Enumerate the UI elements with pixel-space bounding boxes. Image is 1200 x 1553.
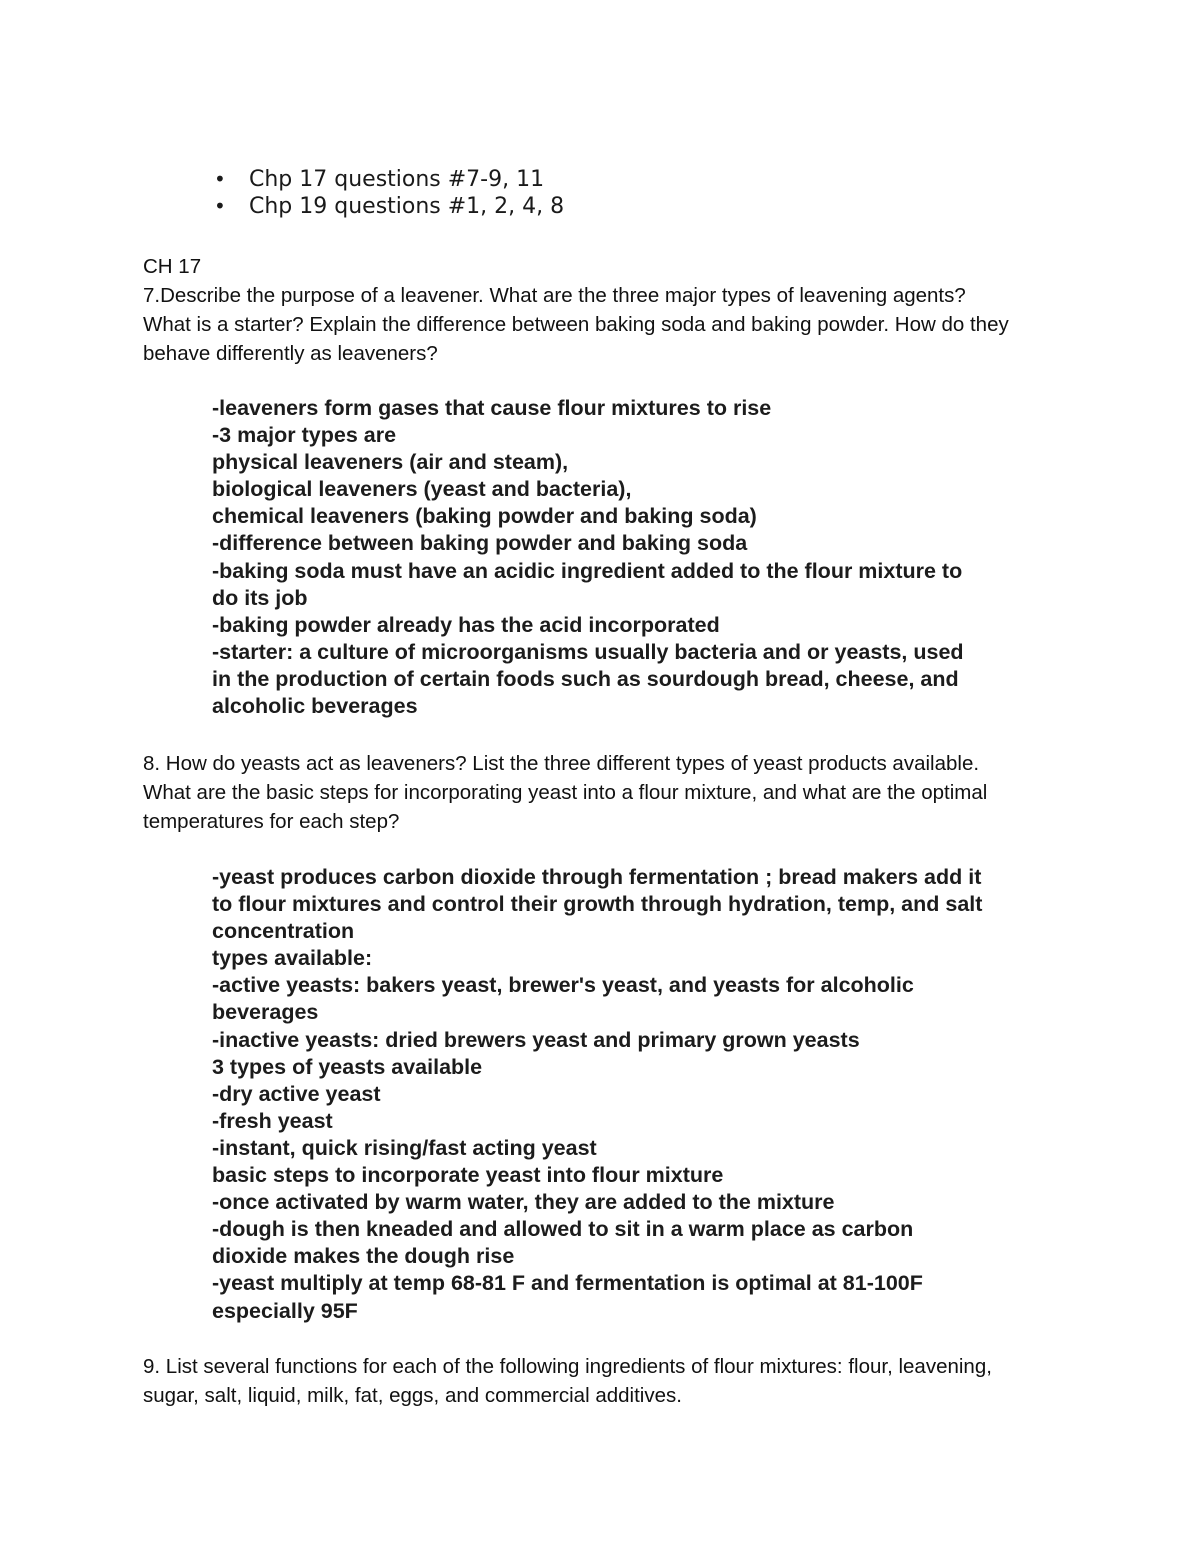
answer-line: alcoholic beverages [212, 694, 418, 719]
answer-line: types available: [212, 946, 373, 971]
assignment-item: • Chp 17 questions #7-9, 11 [214, 166, 564, 193]
answer-line: 3 types of yeasts available [212, 1054, 483, 1079]
answer-line: -inactive yeasts: dried brewers yeast and primary grown yeasts [212, 1027, 860, 1052]
answer-line: -yeast produces carbon dioxide through fermentation ; bread makers add it [212, 865, 982, 889]
answer-7 [212, 395, 1092, 720]
answer-line: basic steps to incorporate yeast into flour mixture [212, 1163, 724, 1188]
answer-line: beverages [212, 1000, 319, 1025]
answer-line: in the production of certain foods such as sourdough bread, cheese, and [212, 666, 959, 691]
answer-line: -active yeasts: bakers yeast, brewer's yeast, and yeasts for alcoholic [212, 973, 914, 998]
question-line: sugar, salt, liquid, milk, fat, eggs, and commercial additives. [143, 1384, 682, 1407]
answer-line: -3 major types are [212, 423, 397, 448]
question-line: 7.Describe the purpose of a leavener. What are the three major types of leavening agents? [143, 284, 966, 307]
answer-line: -once activated by warm water, they are added to the mixture [212, 1190, 835, 1215]
answer-line: do its job [212, 585, 308, 610]
question-7 [143, 281, 1063, 368]
answer-line: -baking powder already has the acid incorporated [212, 612, 720, 637]
answer-line: -leaveners form gases that cause flour mixtures to rise [212, 396, 772, 420]
answer-line: especially 95F [212, 1298, 358, 1323]
answer-line: concentration [212, 919, 355, 944]
assignment-list [214, 166, 564, 220]
answer-line: chemical leaveners (baking powder and baking soda) [212, 504, 757, 529]
answer-line: -starter: a culture of microorganisms usually bacteria and or yeasts, used [212, 639, 964, 664]
answer-8 [212, 864, 1092, 1325]
question-line: behave differently as leaveners? [143, 342, 438, 365]
answer-line: -dough is then kneaded and allowed to sit in a warm place as carbon [212, 1217, 914, 1242]
answer-line: biological leaveners (yeast and bacteria), [212, 477, 632, 502]
answer-line: -baking soda must have an acidic ingredient added to the flour mixture to [212, 558, 963, 583]
question-9 [143, 1352, 1063, 1410]
assignment-item: • Chp 19 questions #1, 2, 4, 8 [214, 193, 564, 220]
answer-line: -fresh yeast [212, 1108, 333, 1133]
answer-line: -yeast multiply at temp 68-81 F and fermentation is optimal at 81-100F [212, 1271, 923, 1296]
answer-line: -dry active yeast [212, 1081, 381, 1106]
answer-line: to flour mixtures and control their growth through hydration, temp, and salt [212, 892, 983, 917]
answer-line: dioxide makes the dough rise [212, 1244, 515, 1269]
question-line: What are the basic steps for incorporating yeast into a flour mixture, and what are the optimal [143, 781, 988, 804]
answer-line: -difference between baking powder and baking soda [212, 531, 748, 556]
question-line: What is a starter? Explain the difference between baking soda and baking powder. How do they [143, 313, 1009, 336]
answer-line: physical leaveners (air and steam), [212, 450, 569, 475]
chapter-heading: CH 17 [143, 255, 202, 278]
answer-line: -instant, quick rising/fast acting yeast [212, 1135, 597, 1160]
question-line: temperatures for each step? [143, 810, 400, 833]
question-8 [143, 749, 1063, 836]
question-line: 9. List several functions for each of the following ingredients of flour mixtures: flour, leavening, [143, 1355, 992, 1378]
question-line: 8. How do yeasts act as leaveners? List the three different types of yeast products available. [143, 752, 980, 775]
